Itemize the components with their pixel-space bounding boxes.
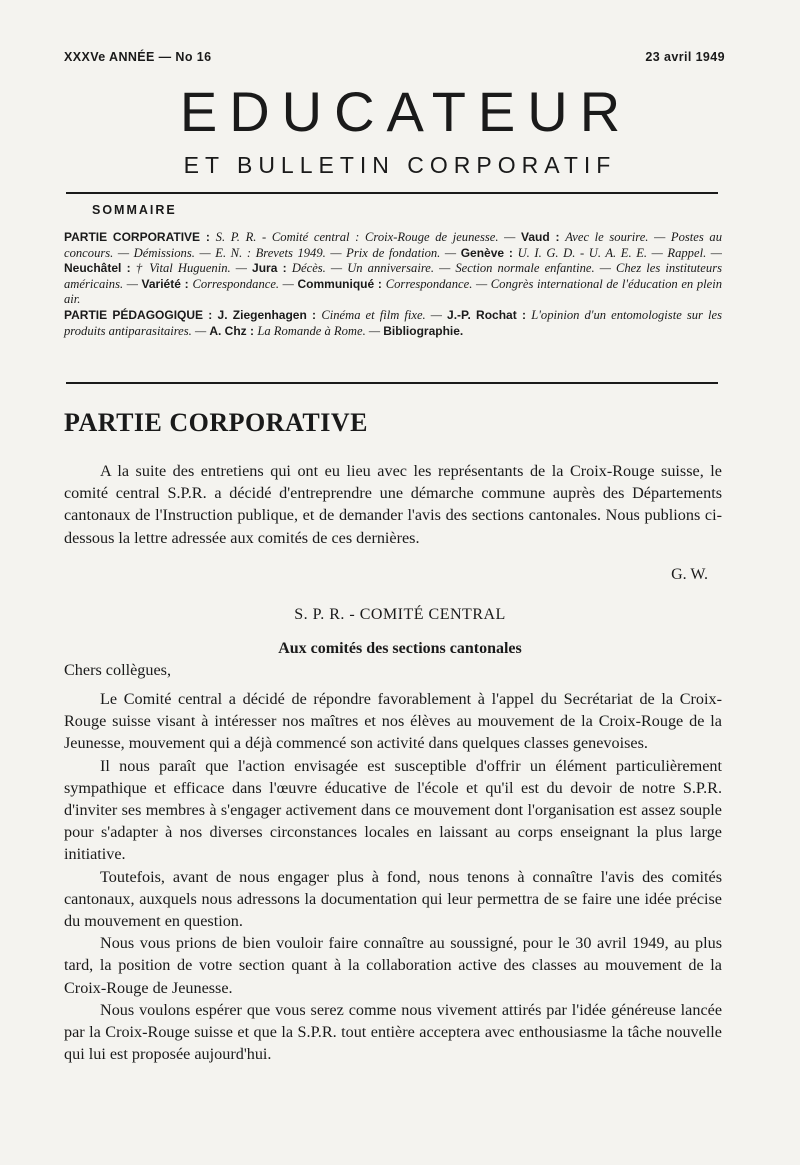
intro-paragraph xyxy=(64,460,722,549)
letter-paragraph: Il nous paraît que l'action envisagée est susceptible d'offrir un élément particulièrement sympathique et efficace dans l'œuvre éducative de l'école et qu'il est du devoir de notre S.P.R. d'inviter ses membres à s'engager activement dans ce mouvement dont l'organisation est assez souple pour s'adapter à nos diverses circonstances locales en laissant au corps enseignant la plus large initiative. xyxy=(64,756,722,864)
letter-paragraph: Nous vous prions de bien vouloir faire connaître au soussigné, pour le 30 avril 1949, au plus tard, la position de votre section quant à la collaboration active des classes au mouvement de la Croix-Rouge de Jeunesse. xyxy=(64,934,722,997)
toc-entry: Cinéma et film fixe. — xyxy=(321,308,448,323)
toc-entry: Avec le sourire. — Postes au concours. — Démissions. — E. N. : Brevets 1949. — Prix de fondation. — xyxy=(64,230,723,260)
masthead-title: EDUCATEUR xyxy=(179,80,633,143)
letter-heading: S. P. R. - COMITÉ CENTRAL xyxy=(294,606,506,623)
letter-body xyxy=(64,688,722,1065)
toc-entry: U. I. G. D. - U. A. E. E. — Rappel. — xyxy=(517,245,722,260)
letter-subheading: Aux comités des sections cantonales xyxy=(278,640,522,657)
masthead-subtitle: ET BULLETIN CORPORATIF xyxy=(183,152,617,178)
toc-label: Bibliographie. xyxy=(383,323,464,338)
toc-label: PARTIE CORPORATIVE : xyxy=(64,230,216,245)
toc-label: Neuchâtel : xyxy=(64,261,136,276)
section-heading: PARTIE CORPORATIVE xyxy=(64,408,368,437)
intro-signature: G. W. xyxy=(671,566,708,583)
letter-paragraph: Le Comité central a décidé de répondre favorablement à l'appel du Secrétariat de la Croix-Rouge suisse visant à intéresser nos maîtres et nos élèves au mouvement de la Croix-Rouge de la Jeunesse, mouvement qui a déjà commencé son activité dans quelques classes genevoises. xyxy=(64,690,722,753)
toc-entry: Décès. — Un anniversaire. — Section normale enfantine. — Chez les instituteurs américains. — xyxy=(64,261,722,291)
toc-entry: † Vital Huguenin. — xyxy=(135,261,253,276)
toc-label: Communiqué : xyxy=(297,276,386,291)
toc-entry: Correspondance. — xyxy=(192,276,298,291)
toc-label: Genève : xyxy=(460,245,518,260)
divider-top xyxy=(66,192,718,194)
toc-label: PARTIE PÉDAGOGIQUE : J. Ziegenhagen : xyxy=(64,308,322,323)
issue-header xyxy=(64,50,725,68)
toc-pedagogique xyxy=(64,308,722,339)
toc-entry: L'opinion d'un entomologiste sur les produits antiparasitaires. — xyxy=(64,308,722,338)
toc-label: Variété : xyxy=(141,276,193,291)
toc-entry: Correspondance. — Congrès international de l'éducation en plein air. xyxy=(64,276,722,307)
salutation: Chers collègues, xyxy=(64,661,171,679)
toc-title: SOMMAIRE xyxy=(92,203,177,217)
toc-label: J.-P. Rochat : xyxy=(447,308,532,323)
issue-number: XXXVe ANNÉE — No 16 xyxy=(64,50,212,64)
toc-label: A. Chz : xyxy=(209,323,258,338)
letter-paragraph: Nous voulons espérer que vous serez comme nous vivement attirés par l'idée généreuse lancée par la Croix-Rouge suisse et que la S.P.R. tout entière acceptera avec enthousiasme la tâche nouvelle qui lui est proposée aujourd'hui. xyxy=(64,1000,722,1064)
letter-paragraph: Toutefois, avant de nous engager plus à fond, nous tenons à connaître l'avis des comités cantonaux, auxquels nous adressons la documentation qui leur permettra de se faire une idée précise du mouvement en question. xyxy=(64,867,722,931)
toc-label: Vaud : xyxy=(520,230,566,245)
toc-corporative xyxy=(64,230,722,307)
intro-text: A la suite des entretiens qui ont eu lieu avec les représentants de la Croix-Rouge suisse, le comité central S.P.R. a décidé d'entreprendre une démarche commune auprès des Départements cantonaux de l'Instruction publique, et de demander l'avis des sections cantonales. Nous publions ci-dessous la lettre adressée aux comités de ces dernières. xyxy=(64,462,722,547)
toc-entry: S. P. R. - Comité central : Croix-Rouge de jeunesse. — xyxy=(215,230,521,245)
issue-date: 23 avril 1949 xyxy=(645,50,725,64)
toc-label: Jura : xyxy=(252,261,292,276)
table-of-contents xyxy=(64,203,722,339)
toc-entry: La Romande à Rome. — xyxy=(257,323,384,338)
divider-bottom xyxy=(66,382,718,384)
